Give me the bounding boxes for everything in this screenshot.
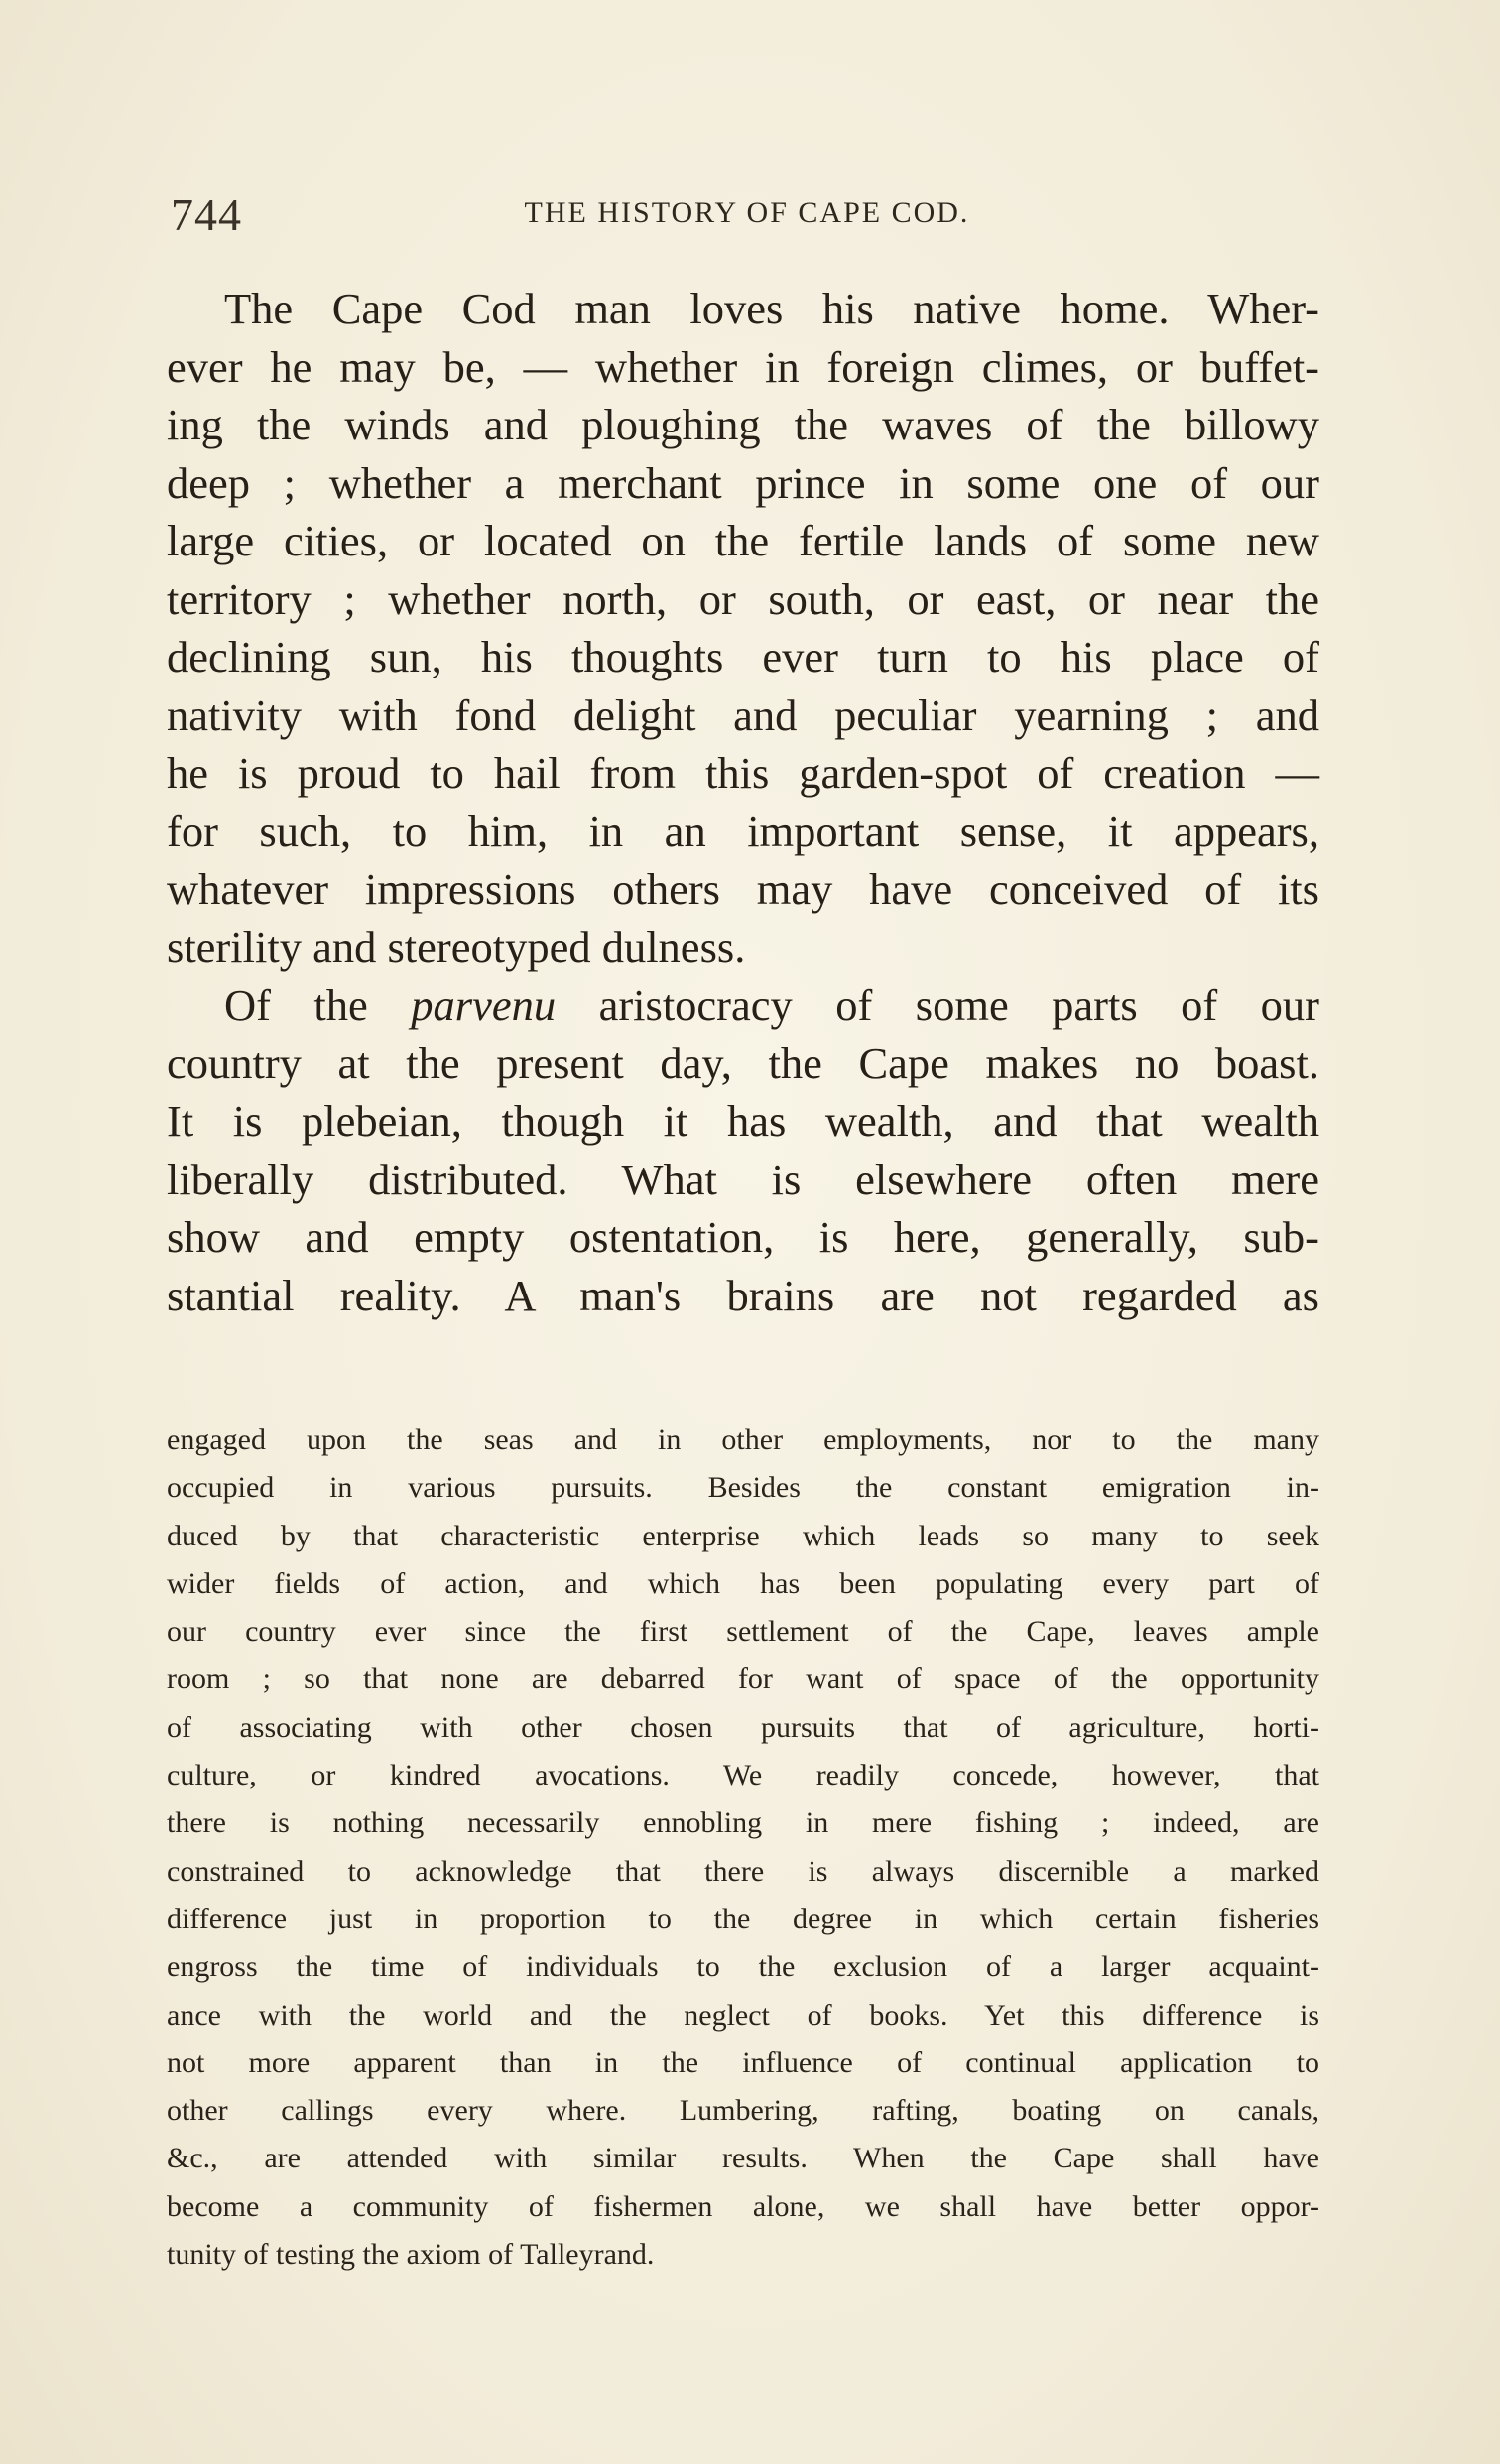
footnote-line: occupied in various pursuits. Besides the constant emigration in- — [167, 1471, 1319, 1505]
body-line: ever he may be, — whether in foreign climes, or buffet- — [167, 341, 1319, 392]
footnote-line: culture, or kindred avocations. We readily concede, however, that — [167, 1759, 1319, 1792]
main-text — [167, 280, 1319, 1324]
footnote-line: ance with the world and the neglect of books. Yet this difference is — [167, 1998, 1319, 2032]
running-head: THE HISTORY OF CAPE COD. — [524, 196, 970, 229]
footnote-line: engross the time of individuals to the exclusion of a larger acquaint- — [167, 1950, 1319, 1984]
footnote-line: engaged upon the seas and in other employments, nor to the many — [167, 1423, 1319, 1456]
footnote-line: difference just in proportion to the degree in which certain fisheries — [167, 1902, 1319, 1935]
footnote-line: room ; so that none are debarred for want of space of the opportunity — [167, 1663, 1319, 1696]
body-line: nativity with fond delight and peculiar yearning ; and — [167, 689, 1319, 740]
page-number: 744 — [171, 189, 242, 240]
body-line: deep ; whether a merchant prince in some one of our — [167, 457, 1319, 508]
footnote-line: not more apparent than in the influence of continual application to — [167, 2045, 1319, 2079]
body-line: declining sun, his thoughts ever turn to his place of — [167, 632, 1319, 681]
footnote-line: of associating with other chosen pursuits that of agriculture, horti- — [167, 1710, 1319, 1744]
footnote-line: constrained to acknowledge that there is always discernible a marked — [167, 1854, 1319, 1888]
page-header — [171, 188, 1323, 248]
body-line: country at the present day, the Cape makes no boast. — [167, 1038, 1319, 1088]
footnote-line: our country ever since the first settlement of the Cape, leaves ample — [167, 1615, 1319, 1649]
body-line: he is proud to hail from this garden-spot of creation — — [167, 748, 1319, 798]
body-line: It is plebeian, though it has wealth, and that wealth — [167, 1096, 1319, 1146]
footnote-line: other callings every where. Lumbering, rafting, boating on canals, — [167, 2094, 1319, 2128]
footnote-line: &c., are attended with similar results. When the Cape shall have — [167, 2142, 1319, 2175]
footnote-line: tunity of testing the axiom of Talleyrand. — [167, 2238, 655, 2272]
body-line: liberally distributed. What is elsewhere often mere — [167, 1154, 1319, 1204]
footnote-line: become a community of fishermen alone, we shall have better oppor- — [167, 2189, 1319, 2223]
body-line: territory ; whether north, or south, or east, or near the — [167, 573, 1319, 624]
footnote-line: duced by that characteristic enterprise which leads so many to seek — [167, 1519, 1319, 1552]
body-line: Of the parvenu aristocracy of some parts of our — [224, 980, 1319, 1030]
body-line: for such, to him, in an important sense, it appears, — [167, 805, 1319, 856]
body-line: ing the winds and ploughing the waves of the billowy — [167, 400, 1319, 449]
footnote-line: there is nothing necessarily ennobling in mere fishing ; indeed, are — [167, 1806, 1319, 1840]
body-line: stantial reality. A man's brains are not regarded as — [167, 1270, 1319, 1320]
body-line: The Cape Cod man loves his native home. Wher- — [224, 284, 1319, 333]
italic-word: parvenu — [411, 980, 557, 1030]
footnote-line: wider fields of action, and which has been populating every part of — [167, 1566, 1319, 1600]
body-line: show and empty ostentation, is here, generally, sub- — [167, 1212, 1319, 1262]
footnote — [167, 1417, 1319, 2279]
body-line: whatever impressions others may have conceived of its — [167, 864, 1319, 914]
body-line: large cities, or located on the fertile lands of some new — [167, 516, 1319, 565]
body-line: sterility and stereotyped dulness. — [167, 922, 746, 972]
